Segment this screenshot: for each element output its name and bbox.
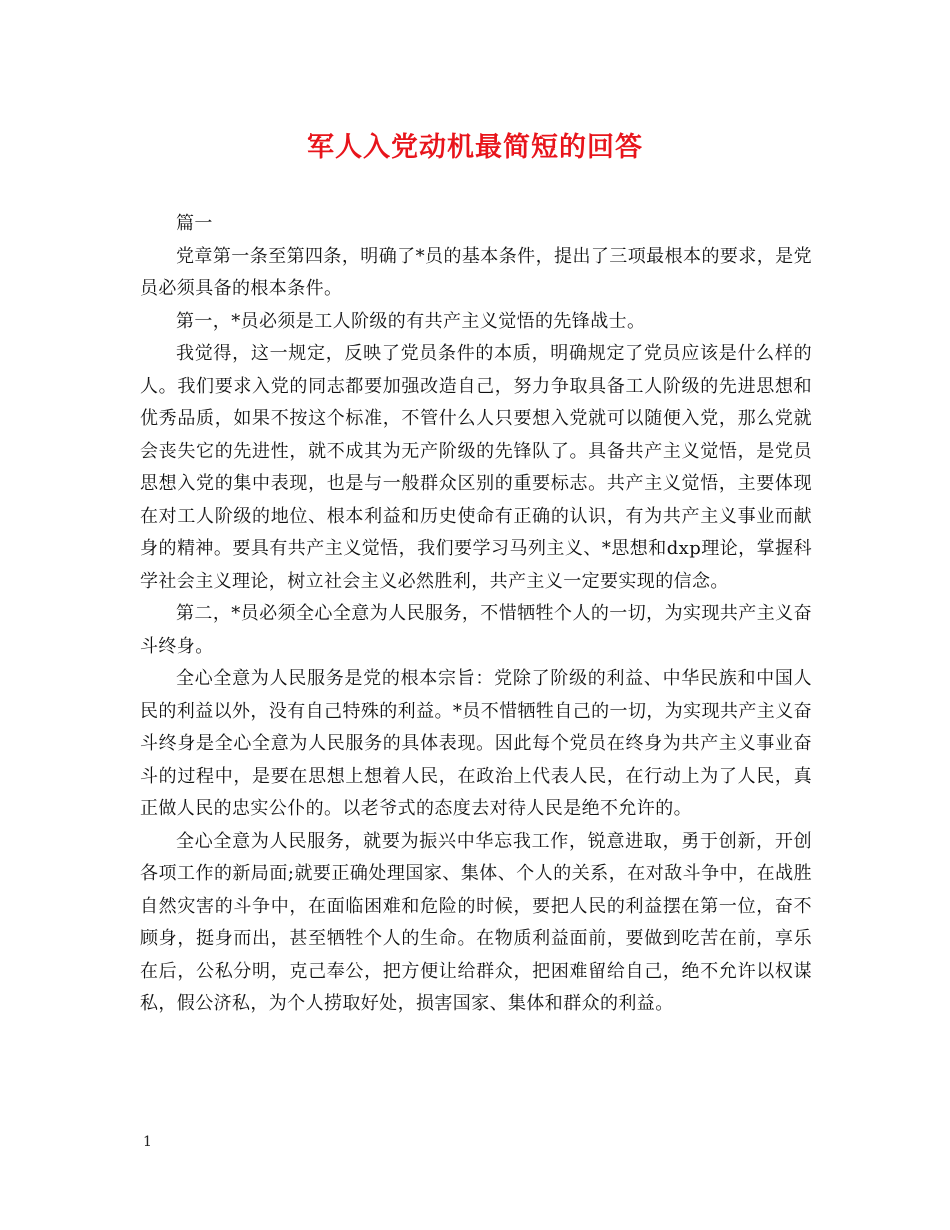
- paragraph-first-requirement: 第一，*员必须是工人阶级的有共产主义觉悟的先锋战士。: [176, 310, 646, 332]
- paragraph-intro: 党章第一条至第四条，明确了*员的基本条件，提出了三项最根本的要求，是党员必须具备的根本条件。: [140, 245, 812, 299]
- document-body: [140, 208, 812, 1021]
- paragraph-second-requirement: 第二，*员必须全心全意为人民服务，不惜牺牲个人的一切，为实现共产主义奋斗终身。: [140, 603, 812, 657]
- paragraph-second-explanation: 全心全意为人民服务是党的根本宗旨：党除了阶级的利益、中华民族和中国人民的利益以外，没有自己特殊的利益。*员不惜牺牲自己的一切，为实现共产主义奋斗终身是全心全意为人民服务的具体表现。因此每个党员在终身为共产主义事业奋斗的过程中，是要在思想上想着人民，在政治上代表人民，在行动上为了人民，真正做人民的忠实公仆的。以老爷式的态度去对待人民是绝不允许的。: [140, 668, 812, 819]
- paragraph-serve-people: 全心全意为人民服务，就要为振兴中华忘我工作，锐意进取，勇于创新，开创各项工作的新局面;就要正确处理国家、集体、个人的关系，在对敌斗争中，在战胜自然灾害的斗争中，在面临困难和危险的时候，要把人民的利益摆在第一位，奋不顾身，挺身而出，甚至牺牲个人的生命。在物质利益面前，要做到吃苦在前，享乐在后，公私分明，克己奉公，把方便让给群众，把困难留给自己，绝不允许以权谋私，假公济私，为个人捞取好处，损害国家、集体和群众的利益。: [140, 830, 812, 1014]
- document-title: 军人入党动机最简短的回答: [307, 132, 643, 163]
- page-number: 1: [143, 1134, 152, 1150]
- paragraph-section-heading: 篇一: [176, 213, 213, 234]
- paragraph-first-explanation: 我觉得，这一规定，反映了党员条件的本质，明确规定了党员应该是什么样的人。我们要求入党的同志都要加强改造自己，努力争取具备工人阶级的先进思想和优秀品质，如果不按这个标准，不管什么人只要想入党就可以随便入党，那么党就会丧失它的先进性，就不成其为无产阶级的先锋队了。具备共产主义觉悟，是党员思想入党的集中表现，也是与一般群众区别的重要标志。共产主义觉悟，主要体现在对工人阶级的地位、根本利益和历史使命有正确的认识，有为共产主义事业而献身的精神。要具有共产主义觉悟，我们要学习马列主义、*思想和dxp理论，掌握科学社会主义理论，树立社会主义必然胜利，共产主义一定要实现的信念。: [140, 343, 812, 592]
